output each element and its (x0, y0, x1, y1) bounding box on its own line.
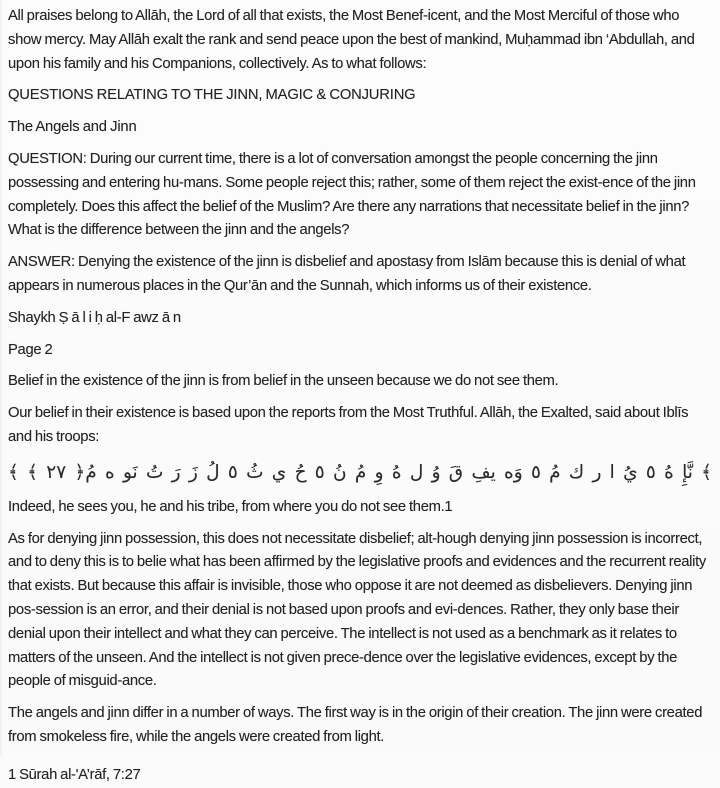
heading-angels-and-jinn: The Angels and Jinn (8, 119, 137, 136)
paragraph-reports-truthful: Our belief in their existence is based upon the reports from the Most Truthful. Allāh, the Exalted, said about Iblīs and his troops: (8, 405, 689, 445)
arabic-verse-line: ﴾ ﴾ ٢٧ ﴿مُ ه ونَ تُ رَ زَ لُ ٥ ثُ ي حُ ٥ نُ مُ وِ هُ ل وُ قَ فِي هوَ ٥ مُ ك ر ا يُ ٥ هُ إِنَّ ﴾ (8, 461, 712, 483)
paragraph-verse-translation: Indeed, he sees you, he and his tribe, from where you do not see them.1 (8, 498, 453, 515)
paragraph-angels-jinn-differ: The angels and jinn differ in a number of ways. The first way is in the origin of their creation. The jinn were created from smokeless fire, while the angels were created from light. (8, 705, 703, 745)
paragraph-opening-praise: All praises belong to Allāh, the Lord of all that exists, the Most Benef-icent, and the Most Merciful of those who show mercy. May Allāh exalt the rank and send peace upon the best of mankind, Muḥammad ibn ‘Abdullah, and upon his family and his Companions, collectively. As to what follows: (8, 8, 695, 72)
paragraph-question: QUESTION: During our current time, there is a lot of conversation amongst the people concerning the jinn possessing and entering hu-mans. Some people reject this; rather, some of them reject the exist-ence of the jinn completely. Does this affect the belief of the Muslim? Are there any narrations that necessitate belief in the jinn? What is the difference between the jinn and the angels? (8, 150, 696, 239)
footnote-surah-reference: 1 Sūrah al-'A’rāf, 7:27 (8, 766, 141, 783)
line-shaykh-attribution: Shaykh Ṣ ā l i ḥ al-F awz ā n (8, 309, 181, 326)
paragraph-belief-unseen: Belief in the existence of the jinn is from belief in the unseen because we do not see them. (8, 373, 559, 390)
paragraph-answer: ANSWER: Denying the existence of the jinn is disbelief and apostasy from Islām because this is denial of what appears in numerous places in the Qur’ān and the Sunnah, which informs us of their existence. (8, 254, 686, 294)
heading-questions-title: QUESTIONS RELATING TO THE JINN, MAGIC & CONJURING (8, 87, 416, 104)
paragraph-denying-possession: As for denying jinn possession, this does not necessitate disbelief; alt-hough denying jinn possession is incorrect, and to deny this is to belie what has been affirmed by the legislative proofs and evidences and the recurrent reality that exists. But because this affair is invisible, those who oppose it are not deemed as disbelievers. Denying jinn pos-session is an error, and their denial is not based upon proofs and evi-dences. Rather, they only base their denial upon their intellect and what they can perceive. The intellect is not used as a benchmark as it relates to matters of the unseen. And the intellect is not given prece-dence over the legislative evidences, except by the people of misguid-ance. (8, 530, 706, 690)
line-page-number: Page 2 (8, 341, 53, 358)
